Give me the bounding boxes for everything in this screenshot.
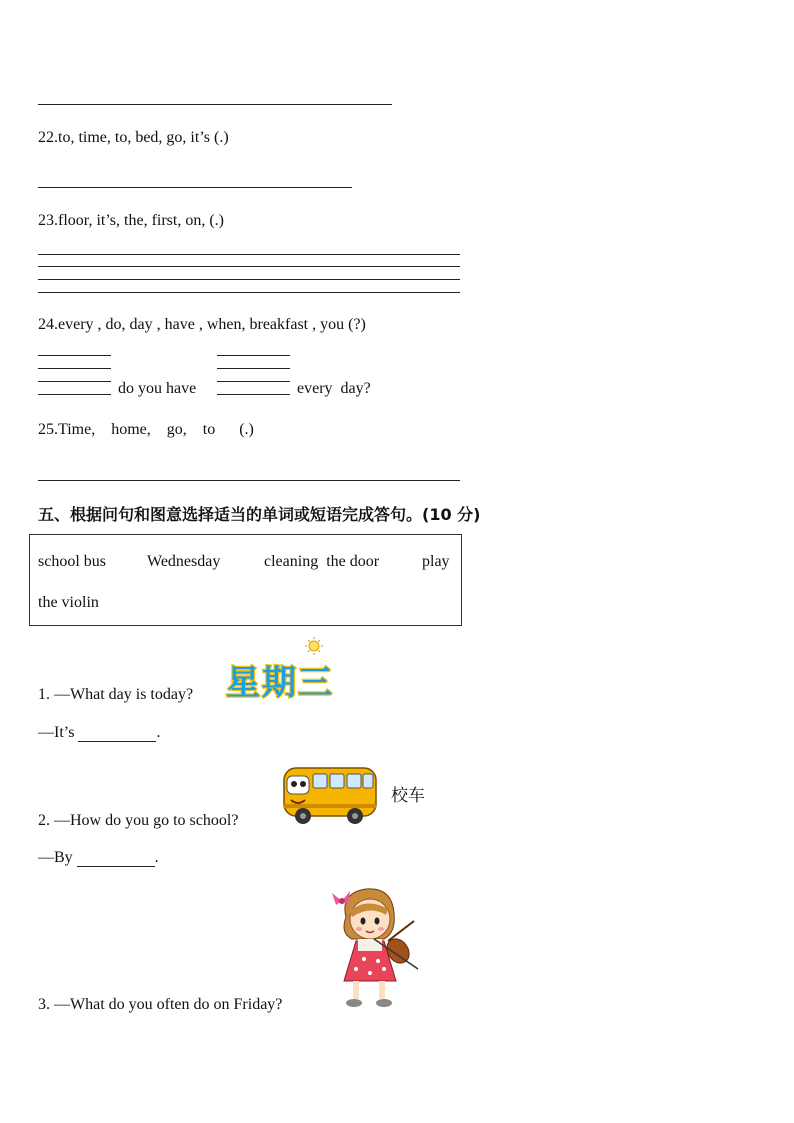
word-the-violin: the violin (38, 594, 99, 611)
item-1-blank[interactable] (78, 725, 156, 742)
answer-line-22[interactable] (38, 187, 352, 188)
answer-line-23b[interactable] (38, 266, 460, 267)
calendar-image (224, 636, 336, 702)
school-bus-label: 校车 (391, 786, 425, 806)
blank-24-a1[interactable] (38, 355, 111, 356)
blank-24-b3[interactable] (217, 381, 290, 382)
girl-violin-icon (326, 883, 426, 1011)
item-2-answer (38, 849, 159, 867)
question-24-middle: do you have (118, 380, 197, 397)
word-school-bus: school bus (38, 553, 106, 570)
item-1-answer-prefix: —It’s (38, 724, 75, 741)
blank-24-a3[interactable] (38, 381, 111, 382)
item-3-question: 3. —What do you often do on Friday? (38, 996, 283, 1013)
blank-24-a4[interactable] (38, 394, 111, 395)
item-1-question: 1. —What day is today? (38, 686, 194, 703)
question-24: 24.every , do, day , have , when, breakfast , you (?) (38, 316, 366, 333)
blank-24-a2[interactable] (38, 368, 111, 369)
word-bank (29, 534, 462, 626)
school-bus-icon (281, 764, 379, 826)
calendar-text: 星期三 (226, 663, 332, 702)
word-play: play (422, 553, 450, 570)
item-1-answer (38, 724, 160, 742)
blank-24-b1[interactable] (217, 355, 290, 356)
question-25: 25.Time, home, go, to (.) (38, 421, 254, 438)
answer-line-23c[interactable] (38, 279, 460, 280)
answer-line-23a[interactable] (38, 254, 460, 255)
word-cleaning-the-door: cleaning the door (264, 553, 380, 570)
question-22: 22.to, time, to, bed, go, it’s (.) (38, 129, 229, 146)
section-heading: 五、根据问句和图意选择适当的单词或短语完成答句。(10 分) (38, 505, 481, 524)
item-2-answer-suffix: . (154, 849, 159, 866)
question-24-end: every day? (297, 380, 371, 397)
answer-line-23d[interactable] (38, 292, 460, 293)
item-2-blank[interactable] (77, 850, 155, 867)
sun-icon (305, 637, 323, 655)
item-1-answer-suffix: . (156, 724, 161, 741)
blank-24-b2[interactable] (217, 368, 290, 369)
blank-24-b4[interactable] (217, 394, 290, 395)
item-2-answer-prefix: —By (38, 849, 73, 866)
word-wednesday: Wednesday (147, 553, 221, 570)
item-2-question: 2. —How do you go to school? (38, 812, 239, 829)
question-23: 23.floor, it’s, the, first, on, (.) (38, 212, 224, 229)
answer-line-21[interactable] (38, 104, 392, 105)
answer-line-25[interactable] (38, 480, 460, 481)
